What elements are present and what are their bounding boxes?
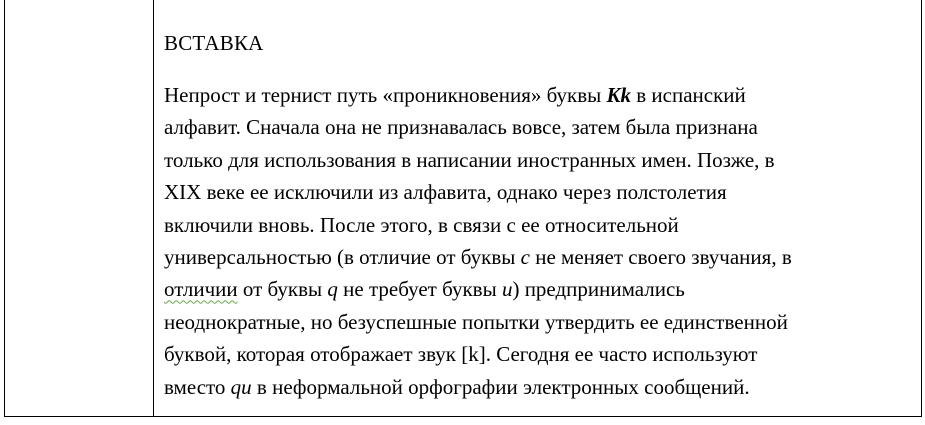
table-cell-right: [154, 0, 921, 416]
paragraph-line-5: включили вновь. После этого, в связи с ее относительной: [164, 212, 679, 237]
letter-q: q: [327, 277, 338, 302]
text-run: универсальностью (в отличие от буквы: [164, 245, 521, 270]
text-run: от буквы: [237, 277, 328, 302]
paragraph-line-3: только для использования в написании иностранных имен. Позже, в: [164, 147, 775, 172]
text-run: в неформальной орфографии электронных сообщений.: [251, 374, 750, 399]
text-run: не требует буквы: [337, 277, 502, 302]
spellcheck-word[interactable]: отличии: [164, 277, 238, 302]
letter-kk: Kk: [606, 83, 631, 107]
document-table: [4, 0, 922, 417]
paragraph-line-8: неоднократные, но безуспешные попытки утвердить ее единственной: [164, 309, 788, 334]
paragraph-line-7: [164, 273, 894, 305]
paragraph-line-10: [164, 371, 894, 403]
paragraph-line-4: XIX веке ее исключили из алфавита, однако через полстолетия: [164, 180, 727, 205]
paragraph-line-9: буквой, которая отображает звук [k]. Сегодня ее часто используют: [164, 342, 758, 367]
text-run: вместо: [164, 374, 231, 399]
paragraph-line-2: алфавит. Сначала она не признавалась вовсе, затем была признана: [164, 115, 758, 140]
table-cell-left: [5, 0, 154, 416]
text-run: не меняет своего звучания, в: [529, 245, 792, 270]
insert-heading: ВСТАВКА: [164, 31, 264, 55]
letters-qu: qu: [230, 374, 252, 399]
letter-c: c: [520, 245, 530, 270]
letter-u: u: [501, 277, 513, 302]
text-run: в испанский: [630, 83, 746, 107]
paragraph-line-6: [164, 241, 894, 273]
text-run: ) предпринимались: [512, 277, 685, 302]
insert-paragraph: [164, 79, 894, 403]
paragraph-line-1: [164, 79, 894, 111]
text-run: Непрост и тернист путь «проникновения» буквы: [164, 83, 607, 107]
